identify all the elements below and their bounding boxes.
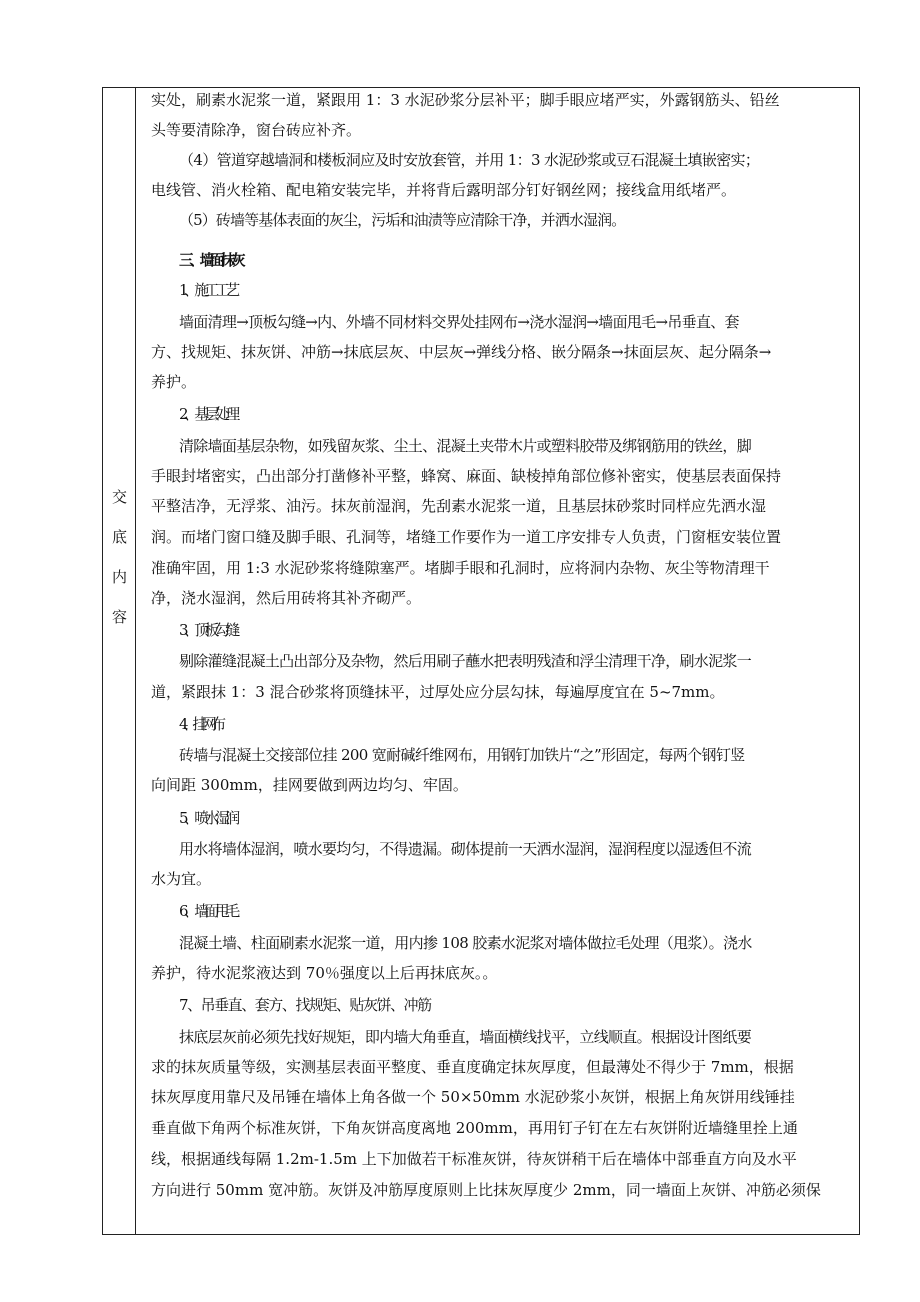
disclosure-table: [102, 87, 860, 1235]
label-column: [103, 88, 136, 1234]
text-line: 方向进行 50mm 宽冲筋。灰饼及冲筋厚度原则上比抹灰厚度少 2mm，同一墙面上灰饼、冲筋必须保: [151, 1181, 821, 1199]
subheading: 3、顶板勾缝: [179, 621, 236, 639]
label-char: 容: [111, 608, 127, 626]
text-line: 抹灰厚度用靠尺及吊锤在墙体上角各做一个 50×50mm 水泥砂浆小灰饼，根据上角灰饼用线锤挂: [151, 1088, 795, 1106]
label-char: 交: [111, 488, 127, 506]
text-line: 准确牢固，用 1:3 水泥砂浆将缝隙塞严。堵脚手眼和孔洞时，应将洞内杂物、灰尘等物清理干: [151, 559, 770, 577]
text-line: （4）管道穿越墙洞和楼板洞应及时安放套管，并用 1：3 水泥砂浆或豆石混凝土填嵌密实；: [179, 151, 760, 169]
text-line: 线，根据通线每隔 1.2m-1.5m 上下加做若干标准灰饼，待灰饼稍干后在墙体中部垂直方向及水平: [151, 1150, 797, 1168]
text-line: 垂直做下角两个标准灰饼，下角灰饼高度离地 200mm，再用钉子钉在左右灰饼附近墙缝里拴上通: [151, 1119, 798, 1137]
text-line: 求的抹灰质量等级，实测基层表面平整度、垂直度确定抹灰厚度，但最薄处不得少于 7mm，根据: [151, 1058, 794, 1076]
text-line: 净，浇水湿润，然后用砖将其补齐砌严。: [151, 589, 422, 607]
text-line: 平整洁净，无浮浆、油污。抹灰前湿润，先刮素水泥浆一道，且基层抹砂浆时同样应先洒水湿: [151, 497, 767, 515]
subheading: 6、墙面甩毛: [179, 902, 236, 920]
text-line: 清除墙面基层杂物，如残留灰浆、尘土、混凝土夹带木片或塑料胶带及绑钢筋用的铁丝，脚: [179, 437, 752, 455]
text-line: 用水将墙体湿润，喷水要均匀，不得遗漏。砌体提前一天洒水湿润，湿润程度以湿透但不流: [179, 840, 752, 858]
text-line: 头等要清除净，窗台砖应补齐。: [151, 121, 362, 139]
label-char: 底: [111, 528, 127, 546]
text-line: 混凝土墙、柱面刷素水泥浆一道，用内掺 108 胶素水泥浆对墙体做拉毛处理（甩浆）。浇水: [179, 934, 752, 952]
text-line: 抹底层灰前必须先找好规矩，即内墙大角垂直，墙面横线找平，立线顺直。根据设计图纸要: [179, 1028, 752, 1046]
text-line: 养护，待水泥浆液达到 70％强度以上后再抹底灰。。: [151, 964, 498, 982]
text-line: 砖墙与混凝土交接部位挂 200 宽耐碱纤维网布，用钢钉加铁片“之”形固定，每两个钢钉竖: [179, 746, 745, 764]
text-line: 方、找规矩、抹灰饼、冲筋→抹底层灰、中层灰→弹线分格、嵌分隔条→抹面层灰、起分隔条→: [151, 343, 772, 361]
text-line: 实处，刷素水泥浆一道，紧跟用 1：3 水泥砂浆分层补平；脚手眼应堵严实，外露钢筋头、铅丝: [151, 91, 780, 109]
subheading: 4、挂网布: [179, 715, 221, 733]
text-line: 润。而堵门窗口缝及脚手眼、孔洞等，堵缝工作要作为一道工序安排专人负责，门窗框安装位置: [151, 528, 782, 546]
subheading: 7、吊垂直、套方、找规矩、贴灰饼、冲筋: [179, 996, 431, 1014]
text-line: 养护。: [151, 373, 197, 391]
subheading: 1、施工工艺: [179, 281, 236, 299]
text-line: （5）砖墙等基体表面的灰尘，污垢和油渍等应清除干净，并洒水湿润。: [179, 211, 626, 229]
text-line: 手眼封堵密实，凸出部分打凿修补平整，蜂窝、麻面、缺棱掉角部位修补密实，使基层表面保持: [151, 467, 782, 485]
label-char: 内: [111, 568, 127, 586]
subheading: 2、基层处理: [179, 405, 236, 423]
text-line: 向间距 300mm，挂网要做到两边均匀、牢固。: [151, 776, 468, 794]
text-line: 剔除灌缝混凝土凸出部分及杂物，然后用刷子蘸水把表明残渣和浮尘清理干净，刷水泥浆一: [179, 652, 752, 670]
text-line: 电线管、消火栓箱、配电箱安装完毕，并将背后露明部分钉好钢丝网；接线盒用纸堵严。: [151, 181, 737, 199]
text-line: 水为宜。: [151, 870, 212, 888]
section-heading: 三、墙面抹灰: [179, 251, 241, 269]
subheading: 5、喷水湿润: [179, 809, 236, 827]
content-column: [151, 88, 851, 1234]
text-line: 墙面清理→顶板勾缝→内、外墙不同材料交界处挂网布→浇水湿润→墙面甩毛→吊垂直、套: [179, 313, 739, 331]
text-line: 道，紧跟抹 1：3 混合砂浆将顶缝抹平，过厚处应分层勾抹，每遍厚度宜在 5~7mm。: [151, 683, 725, 701]
